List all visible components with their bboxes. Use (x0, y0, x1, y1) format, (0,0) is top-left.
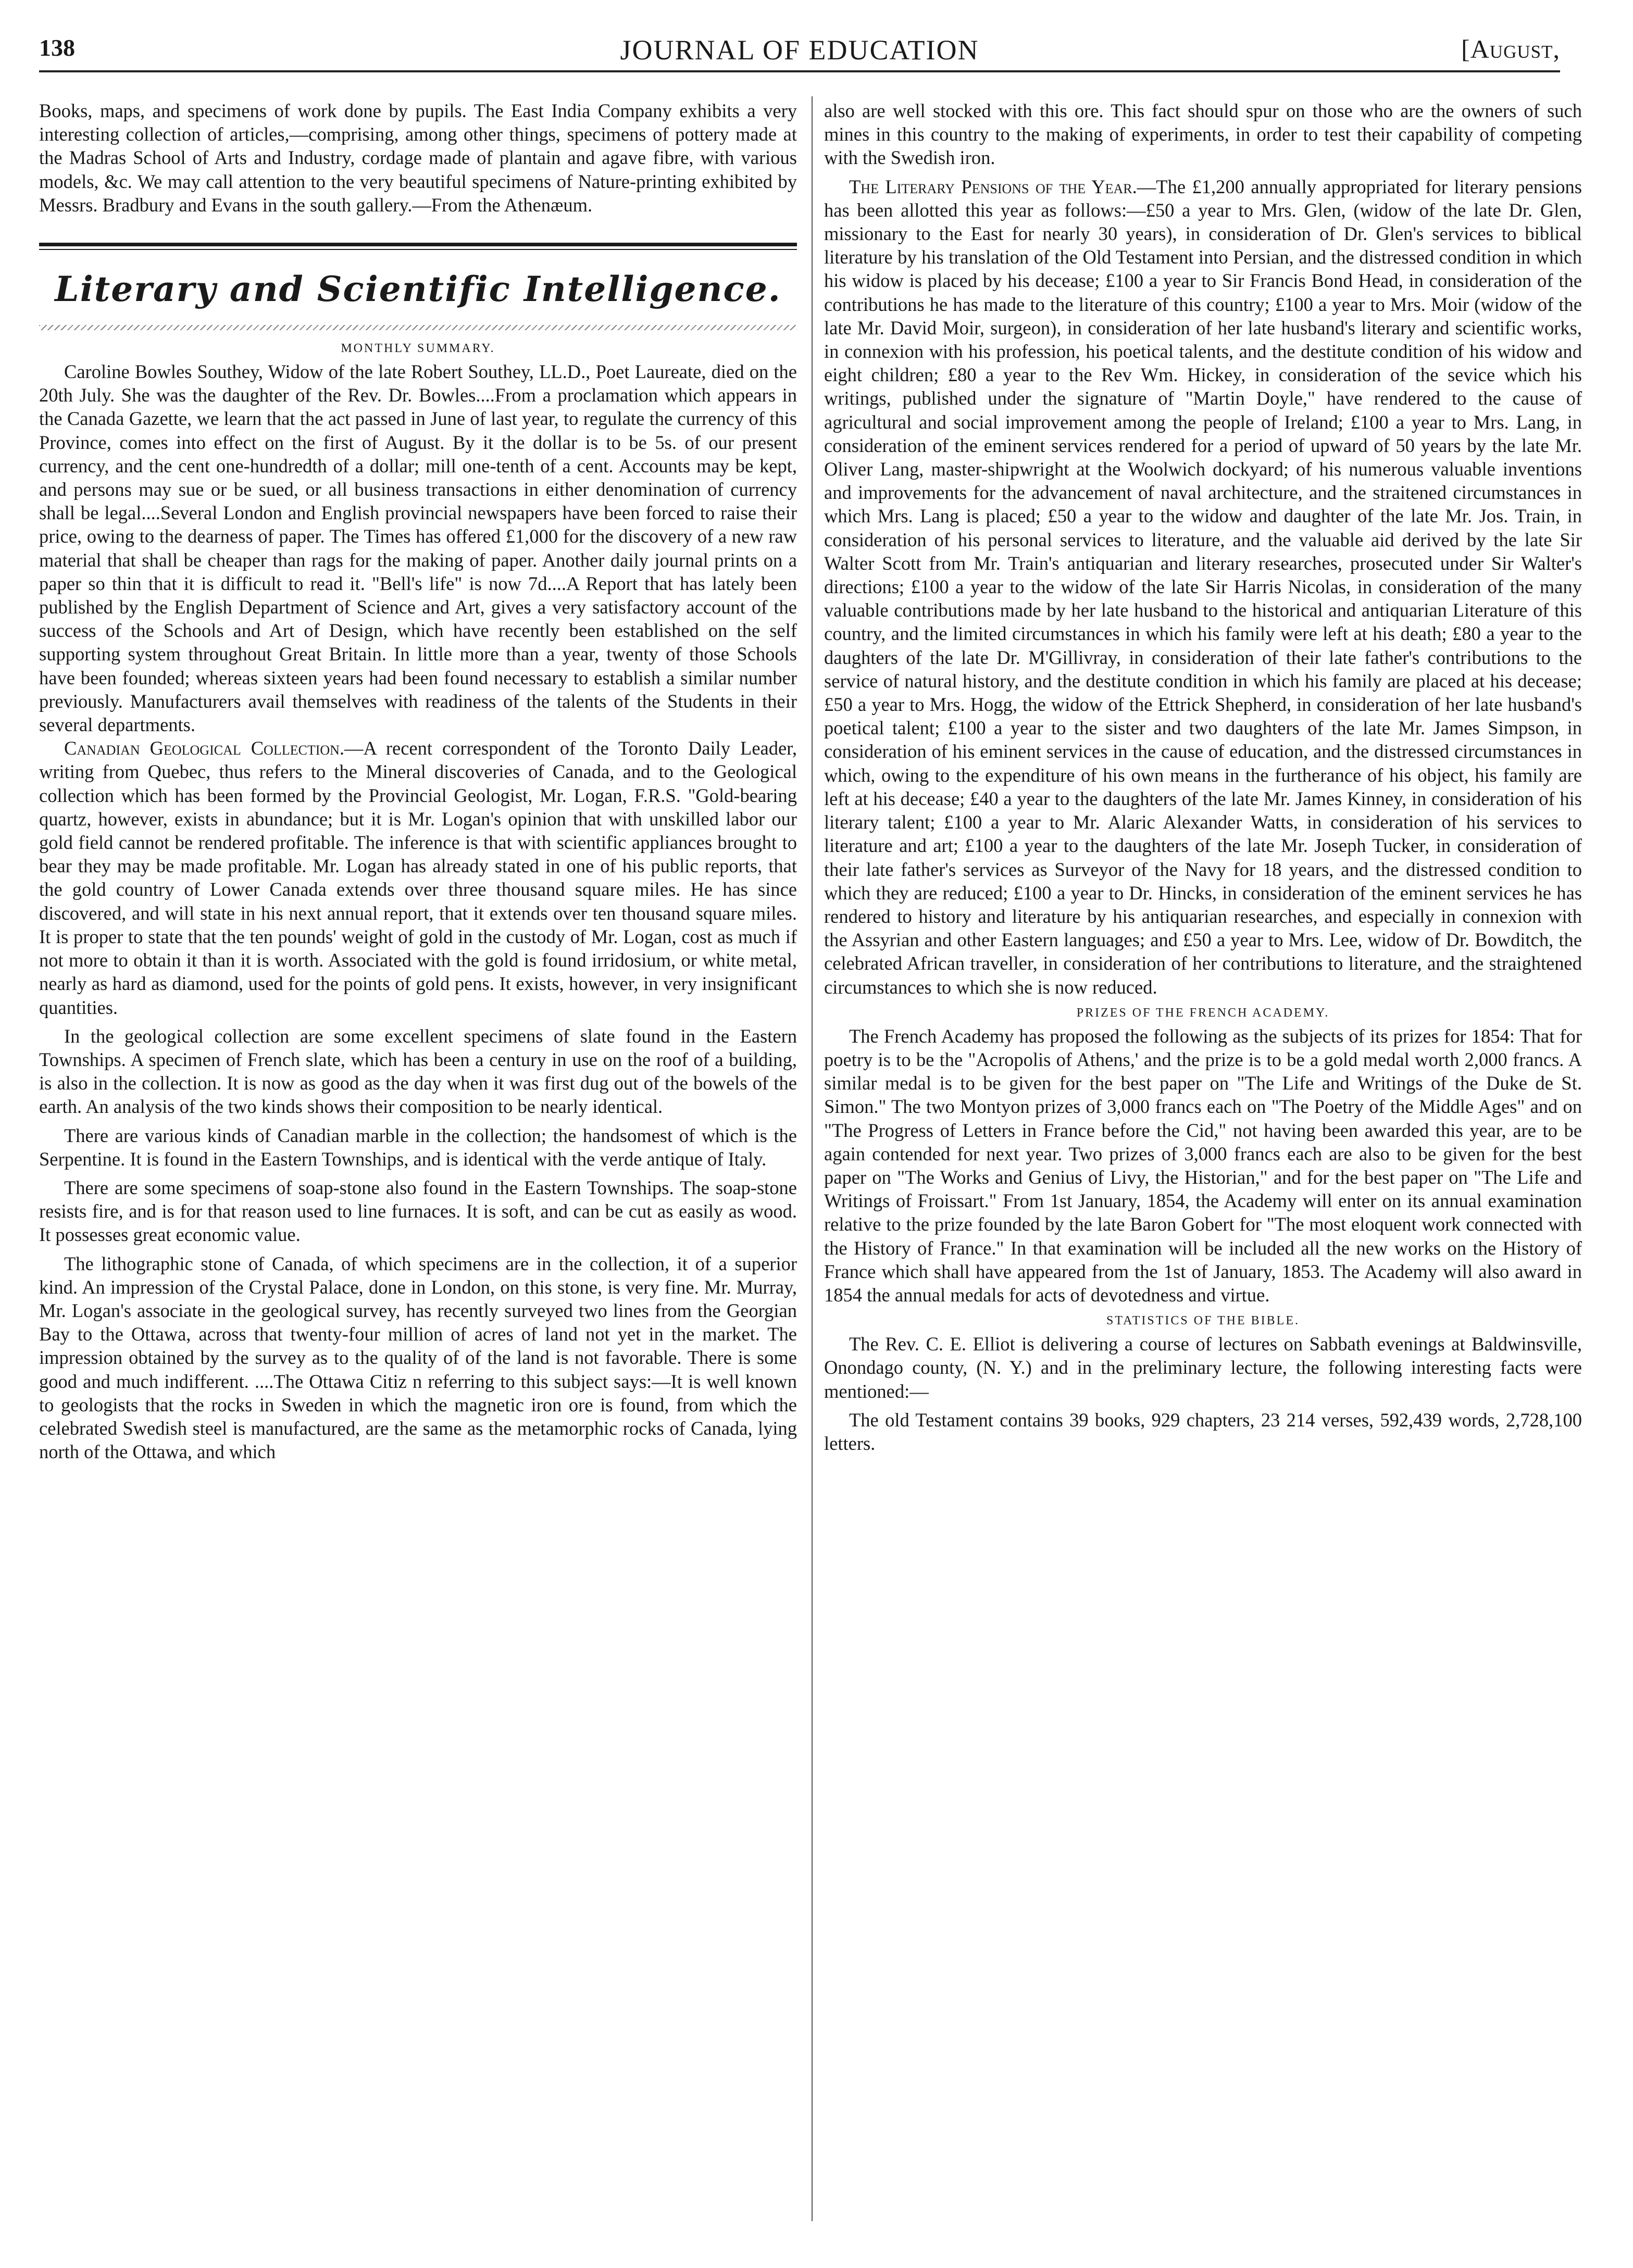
marble-paragraph: There are various kinds of Canadian marble in the collection; the handsomest of which is the Serpentine. It is found in the Eastern Townships, and is identical with the verde antique of Italy. (39, 1124, 797, 1170)
geological-paragraph (39, 736, 797, 1019)
decorative-rule (39, 325, 797, 330)
issue-month: [August, (1461, 34, 1560, 64)
bible-counts-paragraph: The old Testament contains 39 books, 929 chapters, 23 214 verses, 592,439 words, 2,728,100 letters. (824, 1409, 1582, 1454)
journal-title: JOURNAL OF EDUCATION (620, 34, 979, 66)
section-rule-thin (39, 249, 797, 250)
lithographic-paragraph: The lithographic stone of Canada, of which specimens are in the collection, it of a superior kind. An impression of the Crystal Palace, done in London, on this stone, is very fine. Mr. Murray, Mr. Logan's associate in the geological survey, has recently surveyed two lines from the Georgian Bay to the Ottawa, across that twenty-four million of acres of land not yet in the market. The impression obtained by the survey as to the quality of of the land is not favorable. There is some good and much indifferent. ....The Ottawa Citiz n referring to this subject says:—It is well known to geologists that the rocks in Sweden in which the magnetic iron ore is found, from which the celebrated Swedish steel is manufactured, are the same as the metamorphic rocks of Canada, lying north of the Ottawa, and which (39, 1252, 797, 1463)
geological-lead: Canadian Geological Collection. (64, 737, 345, 759)
column-divider (812, 96, 813, 2221)
section-rule-thick (39, 243, 797, 246)
prizes-paragraph: The French Academy has proposed the following as the subjects of its prizes for 1854: That for poetry is to be the "Acropolis of Athens,' and the prize is to be a gold medal worth 2,000 francs. A similar medal is to be given for the best paper on "The Life and Writings of the Duke de St. Simon." The two Montyon prizes of 3,000 francs each on "The Poetry of the Middle Ages" and on "The Progress of Letters in France before the Cid," not having been awarded this year, are to be again contended for next year. Two prizes of 3,000 francs each are also to be given for the best paper on "The Works and Genius of Livy, the Historian," and for the best paper on "The Life and Writings of Froissart." From 1st January, 1854, the Academy will enter on its annual examination relative to the prize founded by the late Baron Gobert for "The most eloquent work connected with the History of France." In that examination will be included all the new works on the History of France which shall have appeared from the 1st of January, 1853. The Academy will also award in 1854 the annual medals for acts of devotedness and virtue. (824, 1025, 1582, 1306)
slate-paragraph: In the geological collection are some excellent specimens of slate found in the Eastern Townships. A specimen of French slate, which has been a century in use on the roof of a building, is also in the collection. It is now as good as the day when it was first dug out of the bowels of the earth. An analysis of the two kinds shows their composition to be nearly identical. (39, 1025, 797, 1118)
bible-statistics-heading: STATISTICS OF THE BIBLE. (1106, 1314, 1300, 1328)
pensions-paragraph (824, 175, 1582, 999)
page-number: 138 (39, 34, 75, 61)
pensions-text: —The £1,200 annually appropriated for literary pensions has been allotted this year as follows:—£50 a year to Mrs. Glen, (widow of the late Dr. Glen, missionary to the East for nearly 30 years), in consideration of Dr. Glen's services to biblical literature by his translation of the Old Testament into Persian, and the distressed condition in which his widow is placed by his decease; £100 a year to Sir Francis Bond Head, in consideration of the contributions he has made to the literature of this country; £100 a year to Mrs. Moir (widow of the late Mr. David Moir, surgeon), in consideration of her late husband's literary and scientific works, in connexion with his profession, his poetical talents, and the destitute condition of his widow and eight children; £80 a year to the Rev Wm. Hickey, in consideration of the sevice which his writings, published under the signature of "Martin Doyle," have rendered to the cause of agricultural and social improvement among the people of Ireland; £100 a year to Mrs. Lang, in consideration of the eminent services rendered for a period of upward of 50 years by the late Mr. Oliver Lang, master-shipwright at the Woolwich dockyard; of his numerous valuable inventions and improvements for the advancement of naval architecture, and the straitened circumstances in which Mrs. Lang is placed; £50 a year to the widow and daughter of the late Mr. Jos. Train, in consideration of his personal services to literature, and the valuable aid derived by the late Sir Walter Scott from Mr. Train's antiquarian and literary researches, prosecuted under Sir Walter's directions; £100 a year to the widow of the late Sir Harris Nicolas, in consideration of the many valuable contributions made by her late husband to the historical and antiquarian Literature of this country, and the limited circumstances in which his family were left at his death; £80 a year to the daughters of the late Dr. M'Gillivray, in consideration of their late father's contributions to the service of natural history, and the destitute condition in which his family are placed at his decease; £50 a year to Mrs. Hogg, the widow of the Ettrick Shepherd, in consideration of her late husband's poetical talent; £100 a year to the sister and two daughters of the late Mr. James Simpson, in consideration of his eminent services in the cause of education, and the distressed circumstances in which, owing to the expenditure of his own means in the furtherance of his object, his family are left at his decease; £40 a year to the daughters of the late Mr. James Kinney, in consideration of his literary talent; £100 a year to Mr. Alaric Alexander Watts, in consideration of his services to literature and art; £100 a year to the daughters of the late Mr. Joseph Tucker, in consideration of their late father's services as Surveyor of the Navy for 18 years, and the distressed condition to which they are reduced; £100 a year to Dr. Hincks, in consideration of the eminent services he has rendered to history and literature by his antiquarian researches, and especially in connexion with the Assyrian and other Eastern languages; and £50 a year to Mrs. Lee, widow of Dr. Bowditch, the celebrated African traveller, in consideration of her contributions to literature, and the straightened circumstances to which she is now reduced. (824, 176, 1582, 998)
page-header (39, 29, 1560, 70)
summary-paragraph: Caroline Bowles Southey, Widow of the late Robert Southey, LL.D., Poet Laureate, died on the 20th July. She was the daughter of the Rev. Dr. Bowles....From a proclamation which appears in the Canada Gazette, we learn that the act passed in June of last year, to regulate the currency of this Province, comes into effect on the first of August. By it the dollar is to be 5s. of our present currency, and the cent one-hundredth of a dollar; mill one-tenth of a cent. Accounts may be kept, and persons may sue or be sued, or all business transactions in either denomination of currency shall be legal....Several London and English provincial newspapers have been forced to raise their price, owing to the dearness of paper. The Times has offered £1,000 for the discovery of a new raw material that shall be cheaper than rags for the making of paper. Another daily journal prints on a paper so thin that it is difficult to read it. "Bell's life" is now 7d....A Report that has lately been published by the English Department of Science and Art, gives a very satisfactory account of the success of the Schools and Art of Design, which have recently been established on the self supporting system throughout Great Britain. In little more than a year, twenty of those Schools have been founded; whereas sixteen years had been found necessary to establish a similar number previously. Manufacturers avail themselves with readiness of the talents of the Students in their several departments. (39, 361, 797, 736)
continuation-paragraph: also are well stocked with this ore. This fact should spur on those who are the owners of such mines in this country to the making of experiments, in order to test their capability of competing with the Swedish iron. (824, 100, 1582, 169)
header-rule (39, 70, 1560, 72)
bible-lecture-paragraph: The Rev. C. E. Elliot is delivering a course of lectures on Sabbath evenings at Baldwinsville, Onondago county, (N. Y.) and in the preliminary lecture, the following interesting facts were mentioned:— (824, 1333, 1582, 1402)
soapstone-paragraph: There are some specimens of soap-stone also found in the Eastern Townships. The soap-stone resists fire, and is for that reason used to line furnaces. It is soft, and can be cut as easily as wood. It possesses great economic value. (39, 1176, 797, 1246)
left-column (39, 99, 797, 1463)
intro-paragraph: Books, maps, and specimens of work done by pupils. The East India Company exhibits a very interesting collection of articles,—comprising, among other things, specimens of pottery made at the Madras School of Arts and Industry, cordage made of plantain and agave fibre, with various models, &c. We may call attention to the very beautiful specimens of Nature-printing exhibited by Messrs. Bradbury and Evans in the south gallery.—From the Athenæum. (39, 100, 797, 216)
geological-text: —A recent correspondent of the Toronto Daily Leader, writing from Quebec, thus refers to the Mineral discoveries of Canada, and to the Geological collection which has been formed by the Provincial Geologist, Mr. Logan, F.R.S. "Gold-bearing quartz, however, exists in abundance; but it is Mr. Logan's opinion that with unskilled labor our gold field cannot be rendered profitable. The inference is that with scientific appliances brought to bear they may be made profitable. Mr. Logan has already stated in one of his public reports, that the gold country of Lower Canada extends over three thousand square miles. He has since discovered, and will state in his next annual report, that it extends over ten thousand square miles. It is proper to state that the ten pounds' weight of gold in the custody of Mr. Logan, cost as much if not more to obtain it than it is worth. Associated with the gold is found irridosium, or white metal, nearly as hard as diamond, used for the points of gold pens. It exists, however, in very insignificant quantities. (39, 737, 797, 1018)
section-title: Literary and Scientific Intelligence. (55, 269, 781, 310)
pensions-lead: The Literary Pensions of the Year. (849, 176, 1137, 197)
monthly-summary-heading: MONTHLY SUMMARY. (341, 342, 495, 356)
prizes-heading: PRIZES OF THE FRENCH ACADEMY. (1076, 1006, 1330, 1020)
right-column (824, 99, 1582, 1455)
